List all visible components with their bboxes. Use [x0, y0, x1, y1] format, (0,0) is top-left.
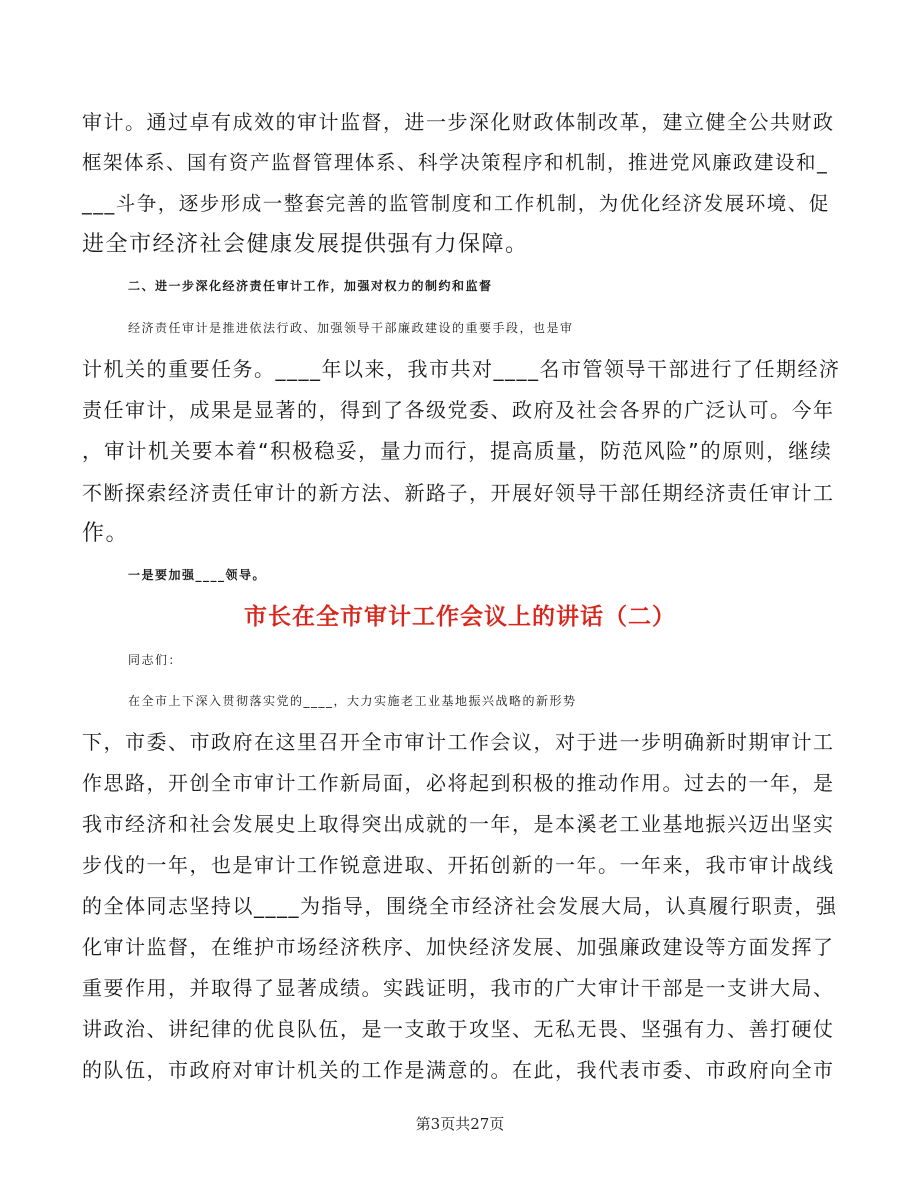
section-heading: 二、进一步深化经济责任审计工作，加强对权力的制约和监督: [128, 279, 493, 293]
greeting: 同志们：: [128, 653, 183, 667]
paragraph-line: ___斗争，逐步形成一整套完善的监管制度和工作机制，为优化经济发展环境、促: [82, 192, 830, 215]
paragraph-line: 框架体系、国有资产监督管理体系、科学决策程序和机制，推进党风廉政建设和_: [82, 151, 829, 174]
speech-title: 市长在全市审计工作会议上的讲话（二）: [244, 604, 676, 630]
paragraph-line: 不断探索经济责任审计的新方法、新路子，开展好领导干部任期经济责任审计工: [82, 481, 835, 505]
paragraph-line: 我市经济和社会发展史上取得突出成就的一年，是本溪老工业基地振兴迈出坚实: [82, 812, 835, 836]
paragraph-line: 讲政治、讲纪律的优良队伍，是一支敢于攻坚、无私无畏、坚强有力、善打硬仗: [82, 1017, 835, 1041]
paragraph-line: 在全市上下深入贯彻落实党的____，大力实施老工业基地振兴战略的新形势: [128, 694, 577, 708]
paragraph-line: ，审计机关要本着“积极稳妥，量力而行，提高质量，防范风险”的原则，继续: [82, 439, 833, 463]
paragraph-line: 下，市委、市政府在这里召开全市审计工作会议，对于进一步明确新时期审计工: [82, 730, 835, 754]
page-number: 第3页共27页: [415, 1115, 505, 1133]
paragraph-line: 的队伍，市政府对审计机关的工作是满意的。在此，我代表市委、市政府向全市: [82, 1058, 835, 1082]
paragraph-line: 审计。通过卓有成效的审计监督，进一步深化财政体制改革，建立健全公共财政: [82, 110, 835, 134]
paragraph-line: 经济责任审计是推进依法行政、加强领导干部廉政建设的重要手段，也是审: [128, 321, 574, 335]
paragraph-line: 的全体同志坚持以____为指导，围绕全市经济社会发展大局，认真履行职责，强: [82, 894, 838, 918]
paragraph-line: 重要作用，并取得了显著成绩。实践证明，我市的广大审计干部是一支讲大局、: [82, 976, 835, 1000]
paragraph-line: 作思路，开创全市审计工作新局面，必将起到积极的推动作用。过去的一年，是: [82, 771, 835, 795]
paragraph-line: 化审计监督，在维护市场经济秩序、加快经济发展、加强廉政建设等方面发挥了: [82, 935, 835, 959]
paragraph-line: 进全市经济社会健康发展提供强有力保障。: [82, 232, 529, 257]
paragraph-line: 作。: [82, 521, 130, 546]
paragraph-line: 责任审计，成果是显著的，得到了各级党委、政府及社会各界的广泛认可。今年: [82, 398, 835, 422]
paragraph-line: 步伐的一年，也是审计工作锐意进取、开拓创新的一年。一年来，我市审计战线: [82, 853, 835, 877]
subsection-heading: 一是要加强____领导。: [128, 568, 267, 582]
paragraph-line: 计机关的重要任务。____年以来，我市共对____名市管领导干部进行了任期经济: [82, 357, 841, 381]
